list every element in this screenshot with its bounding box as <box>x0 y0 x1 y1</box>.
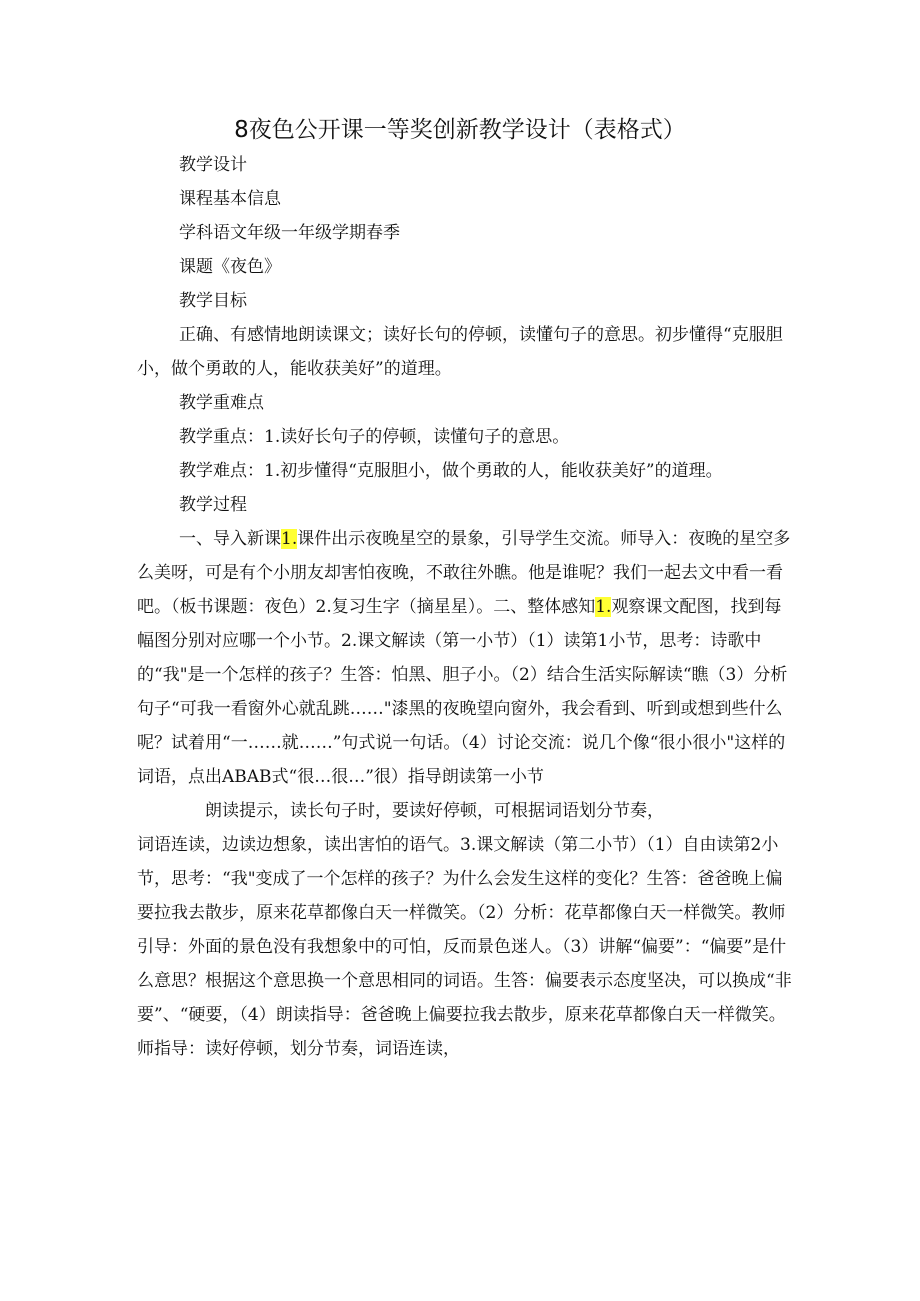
difficulty-paragraph: 教学难点：1.初步懂得“克服胆小，做个勇敢的人，能收获美好”的道理。 <box>179 461 723 481</box>
goals-paragraph: 正确、有感情地朗读课文；读好长句的停顿，读懂句子的意思。初步懂得“克服胆小，做个勇敢的人，能收获美好”的道理。 <box>137 325 783 379</box>
reading-tip-paragraph: 朗读提示，读长句子时，要读好停顿，可根据词语划分节奏， <box>205 801 664 821</box>
highlight-marker-2: 1. <box>595 597 612 617</box>
heading-design: 教学设计 <box>179 155 247 175</box>
process-text-2: 课件出示夜晚星空的景象，引导学生交流。师导入：夜晚的星空多么美呀，可是有个小朋友却害怕夜晚，不敢往外瞧。他是谁呢？我们一起去文中看一看吧。（板书课题：夜色）2.复习生字（摘星星）。二、整体感知 <box>137 529 791 617</box>
heading-goals: 教学目标 <box>179 291 247 311</box>
heading-key-points: 教学重难点 <box>179 393 264 413</box>
topic-line: 课题《夜色》 <box>179 257 281 277</box>
document-body <box>137 148 792 1066</box>
document-title: 8夜色公开课一等奖创新教学设计（表格式） <box>234 117 686 143</box>
key-point-paragraph: 教学重点：1.读好长句子的停顿，读懂句子的意思。 <box>179 427 570 447</box>
process-paragraph <box>137 522 792 794</box>
heading-process: 教学过程 <box>179 495 247 515</box>
process-text-3: 观察课文配图，找到每幅图分别对应哪一个小节。2.课文解读（第一小节）（1）读第1小节，思考：诗歌中的“我"是一个怎样的孩子？生答：怕黑、胆子小。（2）结合生活实际解读“瞧（3）分析句子“可我一看窗外心就乱跳……"漆黑的夜晚望向窗外，我会看到、听到或想到些什么呢？试着用“一……就……”句式说一句话。（4）讨论交流：说几个像“很小很小"这样的词语，点出ABAB式“很…很…”很）指导朗读第一小节 <box>137 597 788 787</box>
highlight-marker-1: 1. <box>281 529 298 549</box>
heading-basic-info: 课程基本信息 <box>179 189 281 209</box>
process-text-1: 一、导入新课 <box>179 529 281 549</box>
subject-line: 学科语文年级一年级学期春季 <box>179 223 400 243</box>
process-continuation-paragraph: 词语连读，边读边想象，读出害怕的语气。3.课文解读（第二小节）（1）自由读第2小节，思考：“我"变成了一个怎样的孩子？为什么会发生这样的变化？生答：爸爸晚上偏要拉我去散步，原来花草都像白天一样微笑。（2）分析：花草都像白天一样微笑。教师引导：外面的景色没有我想象中的可怕，反而景色迷人。（3）讲解“偏要”：“偏要”是什么意思？根据这个意思换一个意思相同的词语。生答：偏要表示态度坚决，可以换成“非要”、“硬要，（4）朗读指导：爸爸晚上偏要拉我去散步，原来花草都像白天一样微笑。师指导：读好停顿，划分节奏，词语连读， <box>137 835 792 1059</box>
